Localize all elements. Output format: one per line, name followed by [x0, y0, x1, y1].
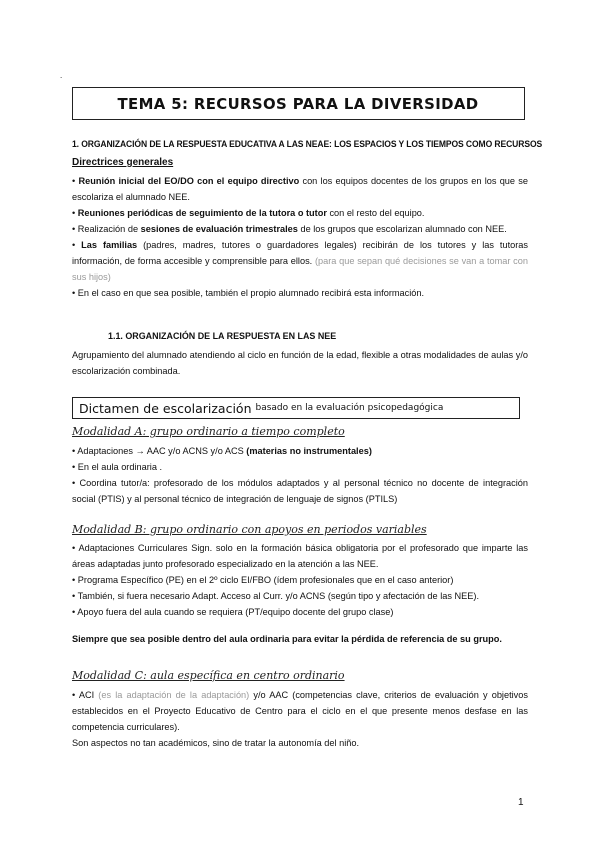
list-item: • ACI (es la adaptación de la adaptación) y/o AAC (competencias clave, criterios de evaluación y objetivos establecidos en el Proyecto Educativo de Centro para el ciclo en el que presente menos desfase en las competencia curriculares). [72, 690, 528, 732]
modalidad-c-heading: Modalidad C: aula específica en centro ordinario [72, 669, 345, 682]
bold-text: (materias no instrumentales) [246, 446, 372, 456]
section-1-1-heading: 1.1. ORGANIZACIÓN DE LA RESPUESTA EN LAS NEE [108, 331, 337, 342]
bold-text: Reunión inicial del EO/DO con el equipo directivo [78, 176, 300, 186]
text: Adaptaciones Curriculares Sign. solo en la formación básica obligatoria por el profesorado que imparte las áreas adaptadas junto profesorado especializado en la atención a las NEE. [72, 543, 529, 569]
list-item: • Adaptaciones → AAC y/o ACNS y/o ACS (materias no instrumentales) [72, 446, 372, 456]
list-item: • Coordina tutor/a: profesorado de los módulos adaptados y al personal técnico no docente de integración social (PTIS) y al personal técnico de integración de lenguaje de signos (PTILS) [72, 478, 528, 504]
modalidad-c-list [72, 687, 528, 751]
list-item: • En el caso en que sea posible, también el propio alumnado recibirá esta información. [72, 288, 425, 298]
text: También, si fuera necesario Adapt. Acceso al Curr. y/o ACNS (según tipo y afectación de las NEE). [77, 591, 479, 601]
bold-text: Las familias [81, 240, 138, 250]
paragraph: Son aspectos no tan académicos, sino de tratar la autonomía del niño. [72, 738, 360, 748]
dictamen-subtitle: basado en la evaluación psicopedagógica [255, 403, 444, 413]
list-item: • Programa Específico (PE) en el 2º ciclo EI/FBO (ídem profesionales que en el caso anterior) [72, 575, 454, 585]
text: y/o AAC (competencias clave, criterios de evaluación y objetivos establecidos en el Proyecto Educativo de Centro para el ciclo en el que presente menos desfase en las competencia curriculares). [72, 690, 528, 732]
title-box [72, 87, 525, 120]
text: Coordina tutor/a: profesorado de los módulos adaptados y al personal técnico no docente de integración social (PTIS) y al personal técnico de integración de lenguaje de signos (PTILS) [72, 478, 528, 504]
text: (padres, madres, tutores o guardadores legales) recibirán de los tutores y las tutoras información, de forma accesible y comprensible para ellos. [72, 240, 528, 266]
dictamen-title: Dictamen de escolarización [79, 400, 252, 416]
section-1-1-paragraph [72, 347, 528, 379]
list-item: • Realización de sesiones de evaluación trimestrales de los grupos que escolarizan alumnado con NEE. [72, 224, 507, 234]
text: Adaptaciones → AAC y/o ACNS y/o ACS [77, 446, 247, 456]
list-item: • También, si fuera necesario Adapt. Acceso al Curr. y/o ACNS (según tipo y afectación de las NEE). [72, 591, 479, 601]
section-1-heading: 1. ORGANIZACIÓN DE LA RESPUESTA EDUCATIVA A LAS NEAE: LOS ESPACIOS Y LOS TIEMPOS COMO RECURSOS [72, 139, 543, 149]
text: con el resto del equipo. [326, 208, 425, 218]
dictamen-box [72, 397, 520, 419]
list-item: • En el aula ordinaria . [72, 462, 163, 472]
text: En el aula ordinaria . [77, 462, 163, 472]
directrices-subheading: Directrices generales [72, 157, 174, 168]
list-item: • Apoyo fuera del aula cuando se requiera (PT/equipo docente del grupo clase) [72, 607, 394, 617]
page-dot: . [60, 71, 63, 80]
directrices-list [72, 173, 528, 301]
page-number: 1 [518, 797, 524, 808]
text: En el caso en que sea posible, también el propio alumnado recibirá esta información. [77, 288, 425, 298]
list-item: • Reunión inicial del EO/DO con el equipo directivo con los equipos docentes de los grupos en los que se escolariza el alumnado NEE. [72, 176, 528, 202]
text: Apoyo fuera del aula cuando se requiera (PT/equipo docente del grupo clase) [77, 607, 394, 617]
bold-text: sesiones de evaluación trimestrales [140, 224, 298, 234]
text: Realización de [77, 224, 141, 234]
list-item: • Adaptaciones Curriculares Sign. solo en la formación básica obligatoria por el profesorado que imparte las áreas adaptadas junto profesorado especializado en la atención a las NEE. [72, 543, 529, 569]
text: ACI [78, 690, 99, 700]
text: Programa Específico (PE) en el 2º ciclo EI/FBO (ídem profesionales que en el caso anterior) [77, 575, 454, 585]
grey-note: (para que sepan qué decisiones se van a tomar con sus hijos) [72, 256, 528, 282]
list-item: • Las familias (padres, madres, tutores o guardadores legales) recibirán de los tutores y las tutoras información, de forma accesible y comprensible para ellos. (para que sepan qué decisiones se van a tomar con sus hijos) [72, 240, 528, 282]
list-item: • Reuniones periódicas de seguimiento de la tutora o tutor con el resto del equipo. [72, 208, 425, 218]
modalidad-b-note: Siempre que sea posible dentro del aula ordinaria para evitar la pérdida de referencia de su grupo. [72, 634, 502, 644]
paragraph: Agrupamiento del alumnado atendiendo al ciclo en función de la edad, flexible a otras modalidades de aulas y/o escolarización combinada. [72, 350, 528, 376]
text: con los equipos docentes de los grupos en los que se escolariza el alumnado NEE. [72, 176, 528, 202]
modalidad-b-heading: Modalidad B: grupo ordinario con apoyos en periodos variables [72, 523, 427, 536]
text: de los grupos que escolarizan alumnado con NEE. [297, 224, 507, 234]
modalidad-a-heading: Modalidad A: grupo ordinario a tiempo completo [72, 425, 345, 438]
page-title: TEMA 5: RECURSOS PARA LA DIVERSIDAD [118, 94, 479, 113]
bold-text: Reuniones periódicas de seguimiento de la tutora o tutor [77, 208, 327, 218]
modalidad-a-list [72, 443, 528, 507]
modalidad-b-list [72, 540, 528, 620]
grey-note: (es la adaptación de la adaptación) [98, 690, 250, 700]
